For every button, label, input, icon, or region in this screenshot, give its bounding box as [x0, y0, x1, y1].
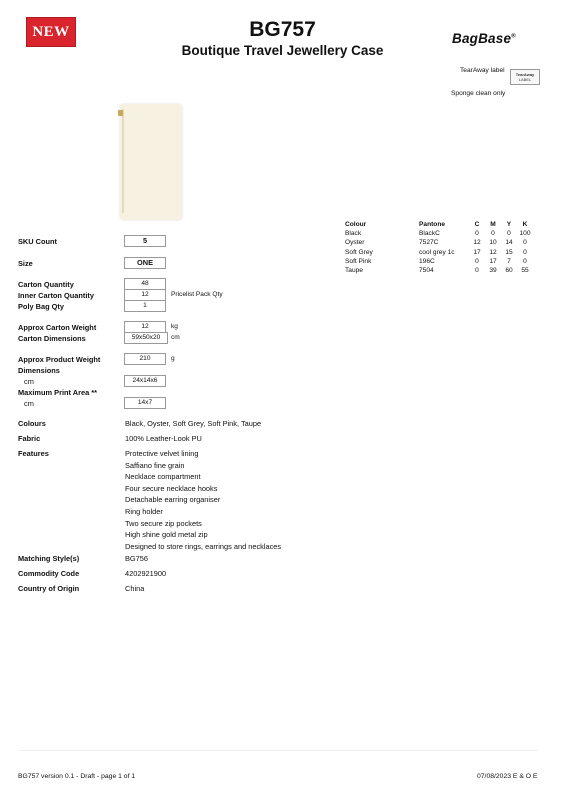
k-value: 100 — [519, 230, 531, 238]
colour-name: Black — [345, 230, 362, 238]
colour-name: Taupe — [345, 267, 363, 275]
max-print-area-label: Maximum Print Area ** — [18, 388, 97, 397]
inner-carton-quantity-label: Inner Carton Quantity — [18, 291, 94, 300]
c-header: C — [474, 221, 480, 228]
m-value: 39 — [489, 267, 497, 275]
zip-line — [122, 109, 124, 213]
fabric-label: Fabric — [18, 434, 41, 443]
list-item: Saffiano fine grain — [125, 460, 185, 470]
poly-bag-qty-label: Poly Bag Qty — [18, 302, 64, 311]
y-value: 0 — [507, 230, 511, 238]
colour-table — [345, 220, 533, 275]
carton-quantity-value: 48 — [124, 278, 166, 290]
list-item: Necklace compartment — [125, 472, 201, 482]
carton-quantity-label: Carton Quantity — [18, 280, 74, 289]
product-code: BG757 — [249, 18, 316, 41]
pantone-value: 7527C — [419, 239, 439, 247]
m-header: M — [490, 221, 496, 228]
footer-version: BG757 version 0.1 - Draft - page 1 of 1 — [18, 773, 136, 780]
k-header: K — [522, 221, 528, 228]
commodity-code-value: 4202921900 — [125, 569, 167, 578]
pricelist-pack-note: Pricelist Pack Qty — [171, 291, 223, 298]
list-item: Protective velvet lining — [125, 449, 199, 458]
y-value: 15 — [505, 248, 513, 256]
y-value: 7 — [507, 257, 511, 265]
pantone-header: Pantone — [419, 221, 446, 228]
colour-name: Soft Pink — [345, 257, 372, 265]
bagbase-logo: BagBase® — [452, 31, 516, 46]
country-of-origin-label: Country of Origin — [18, 584, 80, 593]
matching-styles-label: Matching Style(s) — [18, 554, 80, 563]
y-value: 60 — [505, 267, 513, 275]
pantone-value: 196C — [419, 257, 435, 265]
sku-count-label: SKU Count — [18, 237, 57, 246]
table-row — [345, 238, 533, 247]
carton-weight-unit: kg — [171, 323, 178, 330]
size-value: ONE — [124, 257, 166, 269]
c-value: 12 — [473, 239, 481, 247]
carton-dimensions-value: 59x50x20 — [124, 332, 168, 344]
y-value: 14 — [505, 239, 513, 247]
pantone-value: cool grey 1c — [419, 248, 455, 256]
matching-styles-value: BG756 — [125, 554, 149, 563]
approx-carton-weight-value: 12 — [124, 321, 166, 333]
product-image — [120, 104, 182, 220]
poly-bag-qty-value: 1 — [124, 300, 166, 312]
c-value: 17 — [473, 248, 481, 256]
list-item: High shine gold metal zip — [125, 530, 208, 540]
table-row — [345, 266, 533, 275]
footer-date: 07/08/2023 E & O E — [477, 773, 538, 780]
carton-dimensions-unit: cm — [171, 334, 180, 341]
table-row — [345, 248, 533, 257]
colour-header: Colour — [345, 221, 367, 228]
approx-product-weight-value: 210 — [124, 353, 166, 365]
c-value: 0 — [475, 230, 479, 238]
footer-divider — [18, 750, 538, 751]
dimensions-unit-label: cm — [24, 377, 34, 386]
features-list — [125, 448, 281, 552]
tearaway-label-text: TearAway label — [460, 67, 505, 74]
pantone-value: BlackC — [419, 230, 440, 238]
product-name: Boutique Travel Jewellery Case — [181, 43, 384, 58]
colours-label: Colours — [18, 419, 46, 428]
approx-carton-weight-label: Approx Carton Weight — [18, 323, 97, 332]
m-value: 12 — [489, 248, 497, 256]
carton-dimensions-label: Carton Dimensions — [18, 334, 86, 343]
table-row — [345, 229, 533, 238]
commodity-code-label: Commodity Code — [18, 569, 80, 578]
zip-pull — [118, 110, 123, 116]
tearaway-label-icon: TearAway LABEL — [510, 69, 540, 85]
approx-product-weight-label: Approx Product Weight — [18, 355, 101, 364]
features-label: Features — [18, 449, 49, 458]
list-item: Detachable earring organiser — [125, 495, 221, 505]
colours-value: Black, Oyster, Soft Grey, Soft Pink, Taupe — [125, 419, 262, 428]
sku-count-value: 5 — [124, 235, 166, 247]
k-value: 0 — [523, 257, 527, 265]
list-item: Two secure zip pockets — [125, 518, 202, 528]
inner-carton-quantity-value: 12 — [124, 289, 166, 301]
care-instruction: Sponge clean only — [451, 90, 506, 97]
list-item: Ring holder — [125, 506, 163, 516]
colour-name: Soft Grey — [345, 248, 373, 256]
colour-name: Oyster — [345, 239, 365, 247]
k-value: 0 — [523, 248, 527, 256]
new-badge: NEW — [26, 17, 76, 47]
pantone-value: 7504 — [419, 267, 434, 275]
list-item: Designed to store rings, earrings and necklaces — [125, 541, 282, 551]
m-value: 17 — [489, 257, 497, 265]
k-value: 0 — [523, 239, 527, 247]
product-weight-unit: g — [171, 355, 175, 362]
c-value: 0 — [475, 257, 479, 265]
list-item: Four secure necklace hooks — [125, 483, 218, 493]
m-value: 0 — [491, 230, 495, 238]
print-area-unit-label: cm — [24, 399, 34, 408]
m-value: 10 — [489, 239, 497, 247]
y-header: Y — [506, 221, 512, 228]
table-row — [345, 257, 533, 266]
size-label: Size — [18, 259, 33, 268]
colour-table-header — [345, 220, 533, 229]
k-value: 55 — [521, 267, 529, 275]
c-value: 0 — [475, 267, 479, 275]
max-print-area-value: 14x7 — [124, 397, 166, 409]
country-of-origin-value: China — [125, 584, 145, 593]
fabric-value: 100% Leather-Look PU — [125, 434, 202, 443]
dimensions-value: 24x14x6 — [124, 375, 166, 387]
dimensions-label: Dimensions — [18, 366, 60, 375]
